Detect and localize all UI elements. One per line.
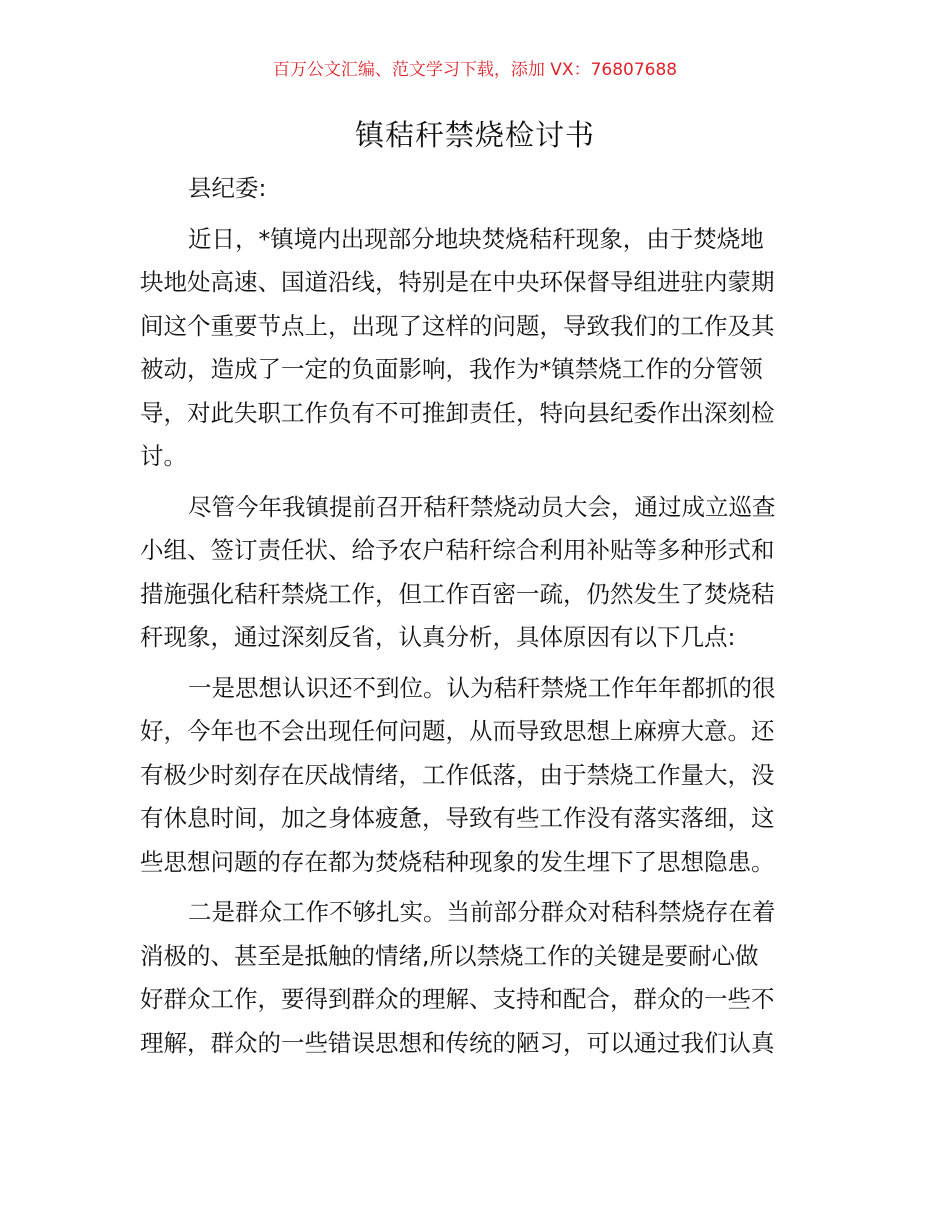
paragraph-line: 近日，*镇境内出现部分地块焚烧秸秆现象，由于焚烧地	[188, 224, 764, 253]
paragraph-line: 被动，造成了一定的负面影响，我作为*镇禁烧工作的分管领	[140, 355, 763, 383]
paragraph-line: 二是群众工作不够扎实。当前部分群众对秸科禁烧存在着	[188, 898, 776, 926]
paragraph-2	[140, 486, 812, 660]
paragraph-line: 块地处高速、国道沿线，特别是在中央环保督导组进驻内蒙期	[140, 268, 775, 296]
paragraph-line: 秆现象，通过深刻反省，认真分析，具体原因有以下几点:	[140, 623, 736, 651]
paragraph-line: 间这个重要节点上，出现了这样的问题，导致我们的工作及其	[140, 311, 775, 340]
paragraph-line: 讨。	[140, 442, 187, 470]
paragraph-line: 一是思想认识还不到位。认为秸秆禁烧工作年年都抓的很	[188, 673, 776, 702]
paragraph-line: 导，对此失职工作负有不可推卸责任，特向县纪委作出深刻检	[140, 398, 775, 427]
paragraph-line: 措施强化秸秆禁烧工作，但工作百密一疏，仍然发生了焚烧秸	[140, 579, 775, 608]
paragraph-line: 有极少时刻存在厌战情绪，工作低落，由于禁烧工作量大，没	[140, 760, 775, 789]
paragraph-line: 小组、签订责任状、给予农户秸秆综合利用补贴等多种形式和	[140, 536, 775, 564]
paragraph-1	[140, 218, 812, 479]
paragraph-line: 理解，群众的一些错误思想和传统的陋习，可以通过我们认真	[140, 1028, 775, 1057]
paragraph-3	[140, 667, 812, 885]
header-watermark-note: 百万公文汇编、范文学习下载，添加 VX：76807688	[272, 60, 678, 80]
paragraph-line: 好，今年也不会出现任何问题，从而导致思想上麻痹大意。还	[140, 717, 775, 745]
document-body	[140, 167, 812, 1072]
paragraph-line: 些思想问题的存在都为焚烧秸种现象的发生埋下了思想隐患。	[140, 847, 775, 876]
document-title: 镇秸秆禁烧检讨书	[354, 118, 595, 152]
paragraph-line: 尽管今年我镇提前召开秸秆禁烧动员大会，通过成立巡查	[188, 492, 776, 521]
paragraph-4	[140, 891, 812, 1065]
paragraph-line: 有休息时间，加之身体疲惫，导致有些工作没有落实落细，这	[140, 804, 775, 832]
salutation: 县纪委:	[188, 174, 267, 202]
paragraph-line: 好群众工作，要得到群众的理解、支持和配合，群众的一些不	[140, 985, 775, 1013]
paragraph-line: 消极的、甚至是抵触的情绪,所以禁烧工作的关键是要耐心做	[140, 941, 759, 970]
